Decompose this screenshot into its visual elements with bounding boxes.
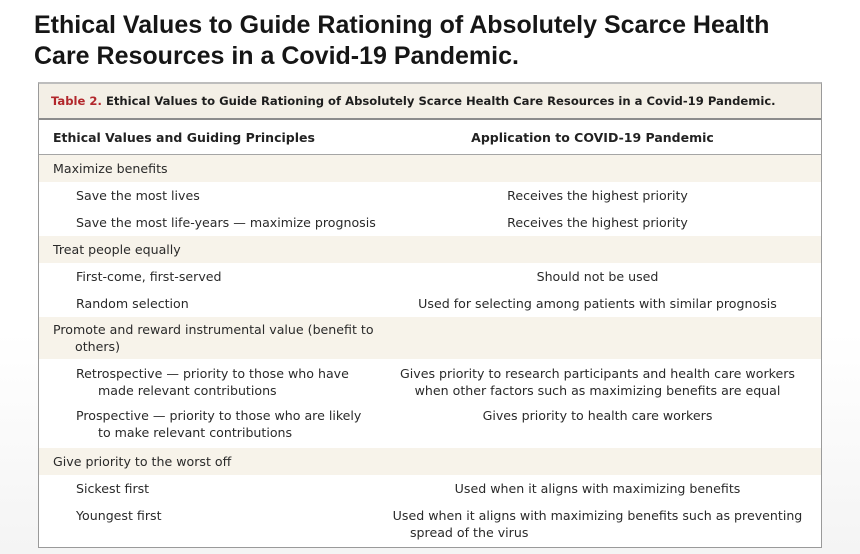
principle-cell: Give priority to the worst off (53, 454, 232, 469)
principle-line-1: Prospective — priority to those who are likely (76, 408, 362, 423)
application-cell (384, 507, 821, 546)
table-row-category (39, 155, 821, 182)
application-cell: Used for selecting among patients with similar prognosis (418, 296, 777, 311)
table-row (39, 290, 821, 317)
principle-cell (39, 365, 384, 404)
principle-line-1: Retrospective — priority to those who have (76, 366, 349, 381)
table-row (39, 182, 821, 209)
principle-cell (39, 321, 384, 359)
application-cell: Receives the highest priority (507, 215, 688, 230)
table-row (39, 263, 821, 290)
application-cell (384, 365, 821, 404)
application-cell: Gives priority to health care workers (482, 408, 713, 423)
application-cell: Used when it aligns with maximizing benefits (454, 481, 741, 496)
principle-cell: Save the most lives (76, 188, 200, 203)
principle-cell: Random selection (76, 296, 189, 311)
principle-line-2: made relevant contributions (98, 383, 277, 398)
principle-cell: Treat people equally (53, 242, 181, 257)
application-line-1: Gives priority to research participants and health care workers (400, 366, 795, 381)
principle-cell: Save the most life-years — maximize prognosis (76, 215, 376, 230)
table-row (39, 359, 821, 404)
principle-cell (39, 407, 384, 448)
table-row (39, 209, 821, 236)
table-caption-text: Ethical Values to Guide Rationing of Absolutely Scarce Health Care Resources in a Covid-19 Pandemic. (105, 94, 776, 108)
table-caption-label: Table 2. (51, 94, 102, 108)
principle-cell: Youngest first (76, 508, 162, 523)
header-principles: Ethical Values and Guiding Principles (53, 129, 315, 145)
table-caption (39, 84, 821, 120)
table-row (39, 404, 821, 448)
application-cell: Receives the highest priority (507, 188, 688, 203)
slide-title-line-2: Care Resources in a Covid-19 Pandemic. (34, 42, 519, 70)
principle-line-2: others) (75, 339, 121, 354)
application-line-1: Used when it aligns with maximizing benefits such as preventing (392, 508, 803, 523)
table-row-category (39, 236, 821, 263)
table-row-category (39, 448, 821, 475)
principle-cell: Maximize benefits (53, 161, 168, 176)
principle-line-2: to make relevant contributions (98, 425, 293, 440)
table-row-category (39, 317, 821, 359)
table-header-row (39, 120, 821, 155)
principle-line-1: Promote and reward instrumental value (benefit to (53, 322, 374, 337)
application-cell (384, 321, 821, 359)
slide-title-line-1: Ethical Values to Guide Rationing of Absolutely Scarce Health (34, 11, 770, 39)
application-line-2: spread of the virus (410, 525, 529, 540)
ethics-table (38, 82, 822, 548)
application-line-2: when other factors such as maximizing benefits are equal (414, 383, 781, 398)
table-row (39, 475, 821, 502)
table-row (39, 502, 821, 546)
application-cell: Should not be used (536, 269, 659, 284)
principle-cell: First-come, first-served (76, 269, 222, 284)
header-application: Application to COVID-19 Pandemic (471, 129, 714, 145)
slide-title (34, 10, 844, 72)
principle-cell: Sickest first (76, 481, 150, 496)
